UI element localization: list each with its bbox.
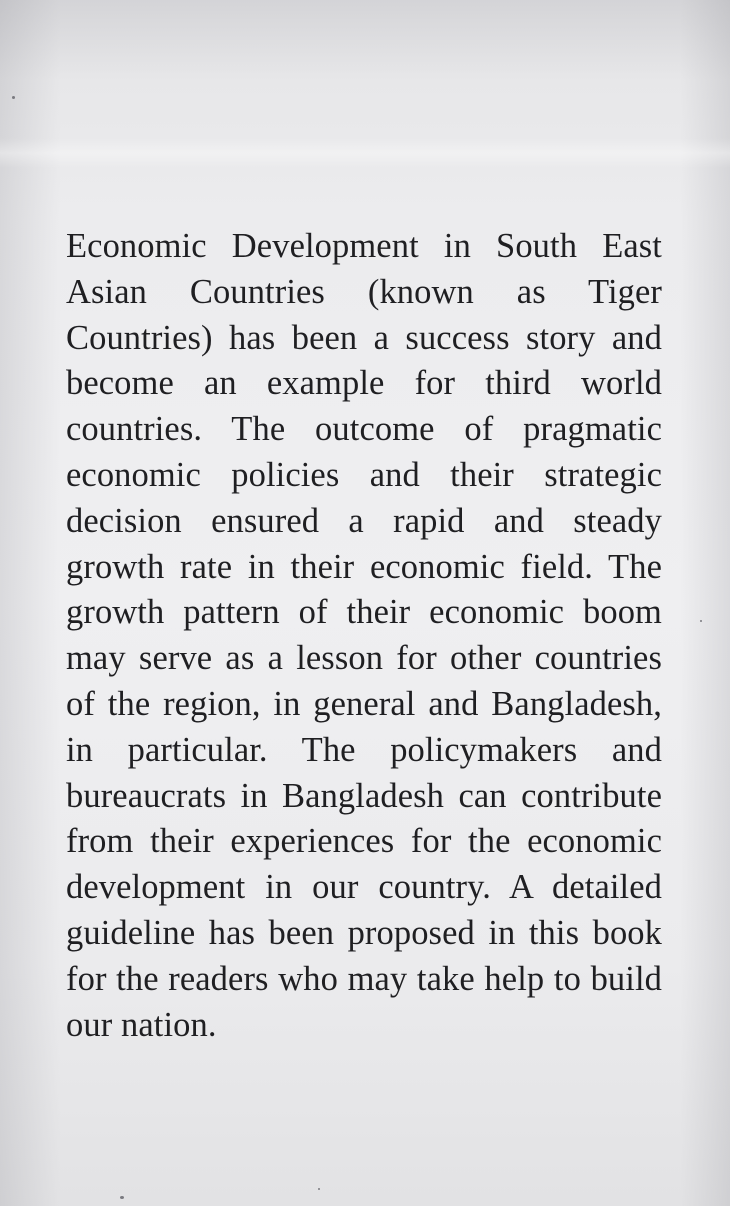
paper-speck: [120, 1196, 124, 1199]
paper-fold: [0, 138, 730, 168]
paper-speck: [700, 620, 702, 622]
back-cover-blurb: Economic Development in South East Asian Countries (known as Tiger Countries) has been a success story and become an example for third world countries. The outcome of pragmatic economic policies and their strategic decision ensured a rapid and steady growth rate in their economic field. The growth pattern of their economic boom may serve as a lesson for other countries of the region, in general and Bangladesh, in particular. The policymakers and bureaucrats in Bangladesh can contribute from their experiences for the economic development in our country. A detailed guideline has been proposed in this book for the readers who may take help to build our nation.: [66, 227, 662, 1044]
paper-shadow-top: [0, 0, 730, 80]
paper-shadow-left: [0, 0, 60, 1206]
paper-shadow-right: [680, 0, 730, 1206]
paper-speck: [12, 96, 15, 99]
paper-speck: [318, 1188, 320, 1190]
